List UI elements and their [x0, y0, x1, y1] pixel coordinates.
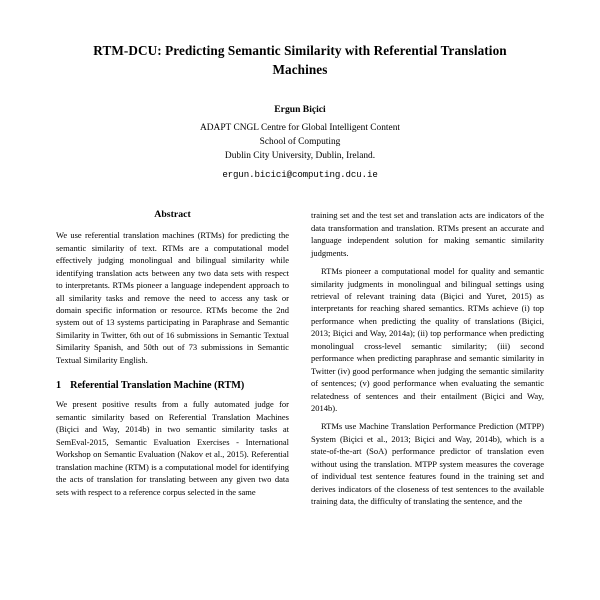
author-email: ergun.bicici@computing.dcu.ie	[222, 169, 378, 181]
two-column-body	[56, 209, 544, 513]
right-paragraph-2: RTMs pioneer a computational model for quality and semantic similarity judgments in monolingual and bilingual settings using retrieval of relevant training data (Biçici and Yuret, 2015) as interpretants for reaching shared semantics. RTMs achieve (i) top performance when predicting the quality of translations (Biçici, 2013; Biçici and Way, 2014a); (ii) top performance when predicting monolingual cross-level semantic similarity; (iii) second performance when predicting paraphrase and semantic similarity in Twitter (iv) good performance when judging the semantic similarity of sentences; (v) good performance when evaluating the semantic relatedness of sentences and their entailment (Biçici and Way, 2014b).	[311, 266, 544, 413]
section-1-paragraph-1: We present positive results from a fully automated judge for semantic similarity based on Referential Translation Machines (Biçici and Way, 2014b) in two semantic similarity tasks at SemEval-2015, Semantic Evaluation Exercises - International Workshop on Semantic Evaluation (Nakov et al., 2015). Referential translation machine (RTM) is a computational model for identifying the acts of translation for translating between any given two data sets with respect to a reference corpus selected in the same	[56, 399, 289, 497]
section-1-number: 1	[56, 380, 62, 392]
abstract-text: We use referential translation machines (RTMs) for predicting the semantic similarity of text. RTMs are a computational model effectively judging monolingual and bilingual similarity while identifying translation acts between any two data sets with respect to interpretants. RTMs pioneer a language independent approach to all similarity tasks and remove the need to access any task or domain specific information or resource. RTMs become the 2nd system out of 13 systems participating in Paraphrase and Semantic Similarity in Twitter, 6th out of 16 submissions in Semantic Textual Similarity Spanish, and 50th out of 73 submissions in Semantic Textual Similarity English.	[56, 230, 289, 365]
affiliation-line-3: Dublin City University, Dublin, Ireland.	[224, 150, 376, 161]
author-name: Ergun Biçici	[274, 104, 326, 116]
right-column	[311, 209, 544, 513]
section-1-heading	[56, 379, 289, 392]
section-1-title: Referential Translation Machine (RTM)	[70, 380, 245, 392]
right-paragraph-1: training set and the test set and translation acts are indicators of the data transformation and translation. RTMs present an accurate and language independent solution for making semantic similarity judgments.	[311, 210, 544, 258]
page-title: RTM-DCU: Predicting Semantic Similarity with Referential Translation Machines	[93, 43, 507, 77]
affiliation-line-1: ADAPT CNGL Centre for Global Intelligent Content	[200, 123, 400, 134]
right-paragraph-3: RTMs use Machine Translation Performance Prediction (MTPP) System (Biçici et al., 2013; Biçici and Way, 2014b), which is a state-of-the-art (SoA) performance predictor of translation even without using the translation. MTPP system measures the coverage of individual test sentence features found in the training set and derives indicators of the closeness of test sentences to the available training data, the difficulty of translating the sentence, and the	[311, 421, 544, 507]
affiliation-line-2: School of Computing	[259, 137, 341, 147]
abstract-heading: Abstract	[154, 209, 191, 221]
author-block	[56, 103, 544, 181]
left-column	[56, 209, 289, 513]
